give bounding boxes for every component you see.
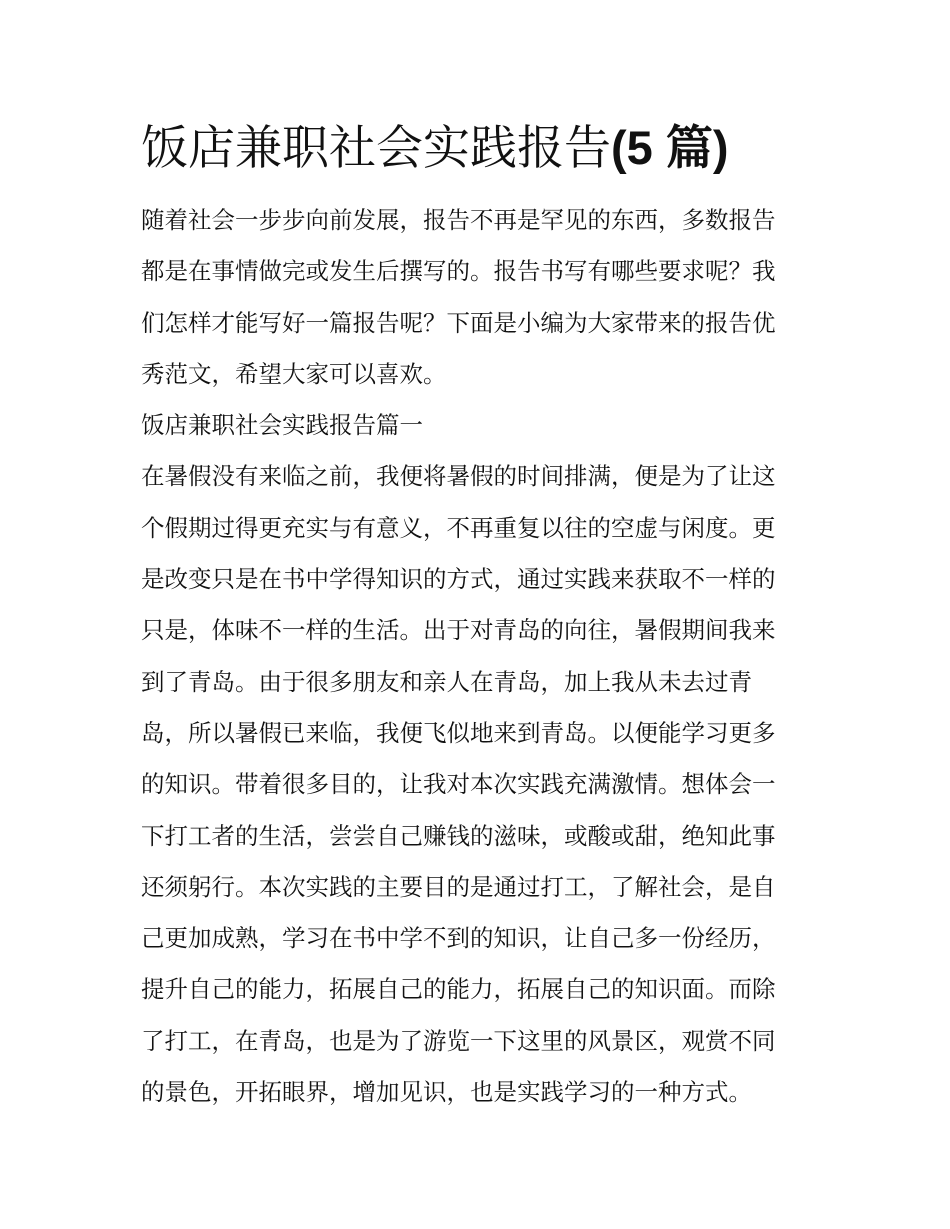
intro-line: 们怎样才能写好一篇报告呢？下面是小编为大家带来的报告优 xyxy=(141,308,776,337)
section-line: 提升自己的能力，拓展自己的能力，拓展自己的知识面。而除 xyxy=(141,975,776,1004)
section-line: 的景色，开拓眼界，增加见识，也是实践学习的一种方式。 xyxy=(141,1078,752,1107)
document-body xyxy=(141,195,813,1118)
section-line: 是改变只是在书中学得知识的方式，通过实践来获取不一样的 xyxy=(141,565,776,594)
section-line: 的知识。带着很多目的，让我对本次实践充满激情。想体会一 xyxy=(141,770,776,799)
section-line: 还须躬行。本次实践的主要目的是通过打工，了解社会，是自 xyxy=(141,872,776,901)
title-suffix-text: (5 篇) xyxy=(611,121,729,174)
section-line: 到了青岛。由于很多朋友和亲人在青岛，加上我从未去过青 xyxy=(141,667,752,696)
section-line: 下打工者的生活，尝尝自己赚钱的滋味，或酸或甜，绝知此事 xyxy=(141,821,776,850)
intro-line: 秀范文，希望大家可以喜欢。 xyxy=(141,359,447,388)
intro-line: 随着社会一步步向前发展，报告不再是罕见的东西，多数报告 xyxy=(141,206,776,234)
section-line: 个假期过得更充实与有意义，不再重复以往的空虚与闲度。更 xyxy=(141,513,776,542)
section-line: 只是，体味不一样的生活。出于对青岛的向往，暑假期间我来 xyxy=(141,616,776,645)
section-heading xyxy=(141,400,813,451)
section-paragraph xyxy=(141,451,813,1118)
document-title xyxy=(141,112,813,185)
section-line: 岛，所以暑假已来临，我便飞似地来到青岛。以便能学习更多 xyxy=(141,718,776,747)
section-line: 己更加成熟，学习在书中学不到的知识，让自己多一份经历， xyxy=(141,924,776,953)
title-main-text: 饭店兼职社会实践报告 xyxy=(141,121,611,176)
intro-paragraph xyxy=(141,195,813,400)
section-line: 在暑假没有来临之前，我便将暑假的时间排满，便是为了让这 xyxy=(141,462,776,491)
intro-line: 都是在事情做完或发生后撰写的。报告书写有哪些要求呢？我 xyxy=(141,257,776,286)
document-content xyxy=(141,112,813,1118)
section-heading-text: 饭店兼职社会实践报告篇一 xyxy=(141,411,423,440)
section-line: 了打工，在青岛，也是为了游览一下这里的风景区，观赏不同 xyxy=(141,1026,776,1055)
